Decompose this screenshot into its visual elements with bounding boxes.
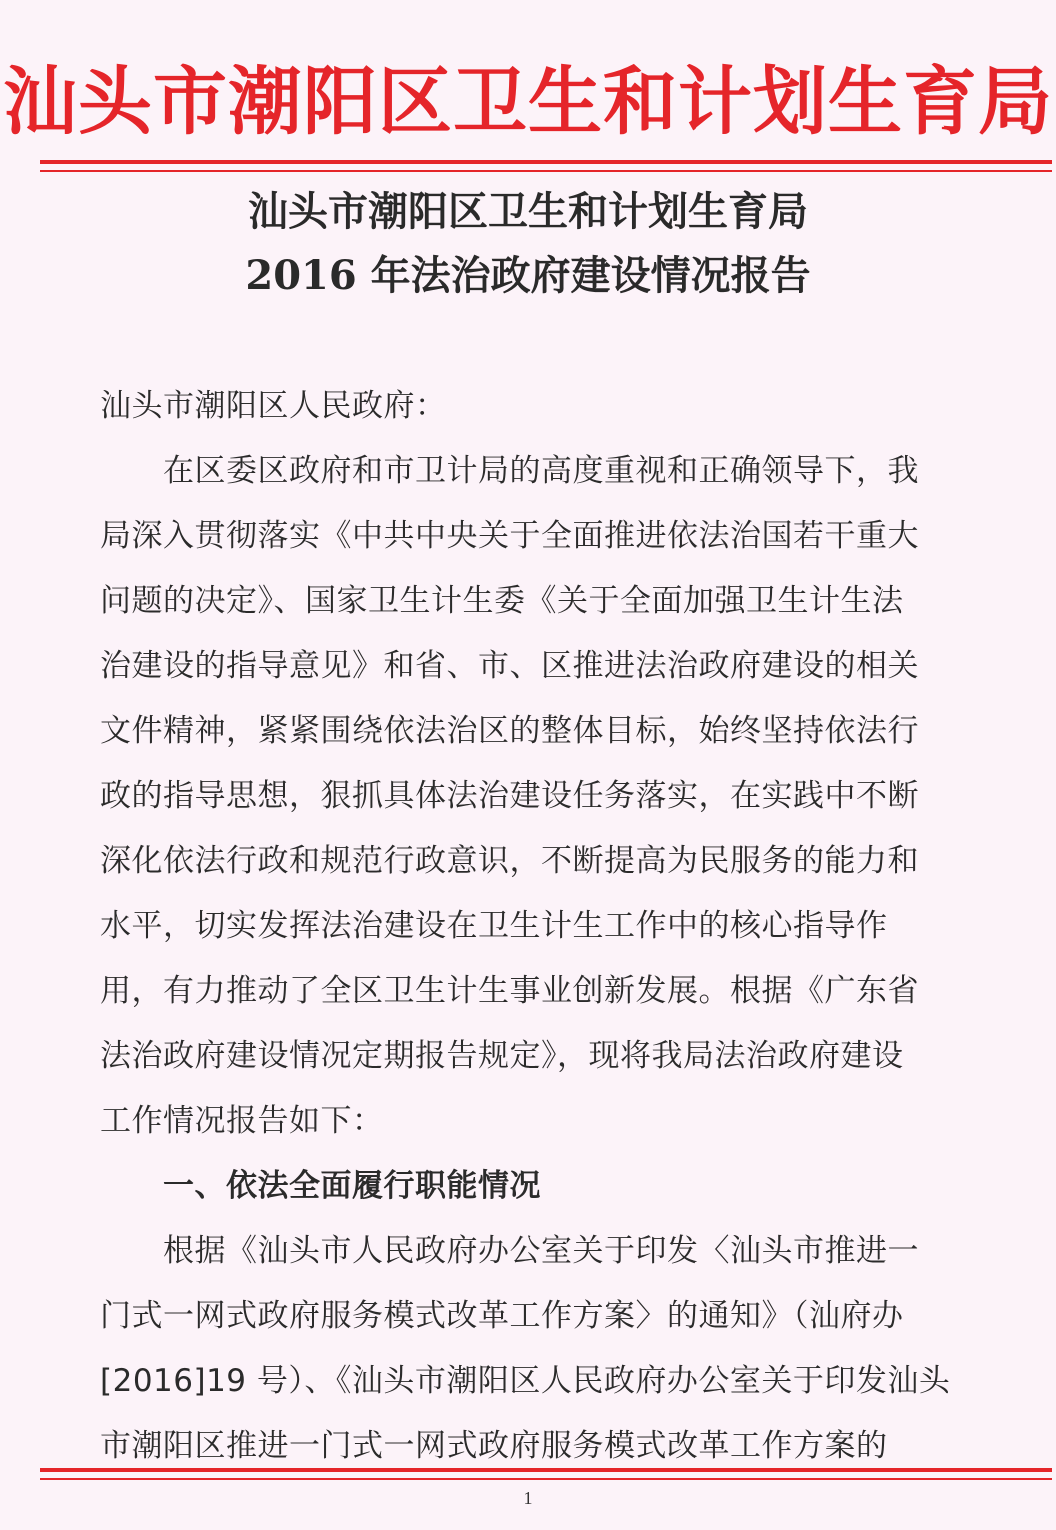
paragraph-line: 根据《汕头市人民政府办公室关于印发〈汕头市推进一 (100, 1233, 919, 1269)
document-title-line2: 2016 年法治政府建设情况报告 (245, 252, 811, 299)
paragraph-line: 工作情况报告如下： (100, 1103, 384, 1139)
letterhead-rule-top (40, 160, 1052, 164)
paragraph-line: 用，有力推动了全区卫生计生事业创新发展。根据《广东省 (100, 973, 919, 1009)
paragraph-line: 在区委区政府和市卫计局的高度重视和正确领导下，我 (100, 453, 919, 489)
letterhead-title: 汕头市潮阳区卫生和计划生育局 (3, 59, 1053, 145)
paragraph-line: 政的指导思想，狠抓具体法治建设任务落实，在实践中不断 (100, 778, 919, 814)
salutation: 汕头市潮阳区人民政府： (100, 388, 447, 424)
paragraph-line: [2016]19 号）、《汕头市潮阳区人民政府办公室关于印发汕头 (100, 1363, 951, 1399)
letterhead-rule-bottom (40, 170, 1052, 172)
footer-rule-top (40, 1468, 1052, 1472)
document-title-line1: 汕头市潮阳区卫生和计划生育局 (248, 188, 808, 235)
page-number: 1 (523, 1488, 533, 1508)
document-body (100, 374, 962, 1479)
paragraph-line: 深化依法行政和规范行政意识，不断提高为民服务的能力和 (100, 843, 919, 879)
paragraph-line: 市潮阳区推进一门式一网式政府服务模式改革工作方案的 (100, 1428, 888, 1464)
paragraph-line: 法治政府建设情况定期报告规定》，现将我局法治政府建设 (100, 1038, 904, 1074)
paragraph-line: 治建设的指导意见》和省、市、区推进法治政府建设的相关 (100, 648, 919, 684)
paragraph-line: 门式一网式政府服务模式改革工作方案〉的通知》（汕府办 (100, 1298, 904, 1334)
paragraph-line: 局深入贯彻落实《中共中央关于全面推进依法治国若干重大 (100, 518, 919, 554)
paragraph-line: 问题的决定》、国家卫生计生委《关于全面加强卫生计生法 (100, 583, 904, 619)
footer-rule-bottom (40, 1478, 1052, 1480)
paragraph-line: 水平，切实发挥法治建设在卫生计生工作中的核心指导作 (100, 908, 888, 944)
section-heading: 一、依法全面履行职能情况 (100, 1168, 541, 1204)
paragraph-line: 文件精神，紧紧围绕依法治区的整体目标，始终坚持依法行 (100, 713, 919, 749)
